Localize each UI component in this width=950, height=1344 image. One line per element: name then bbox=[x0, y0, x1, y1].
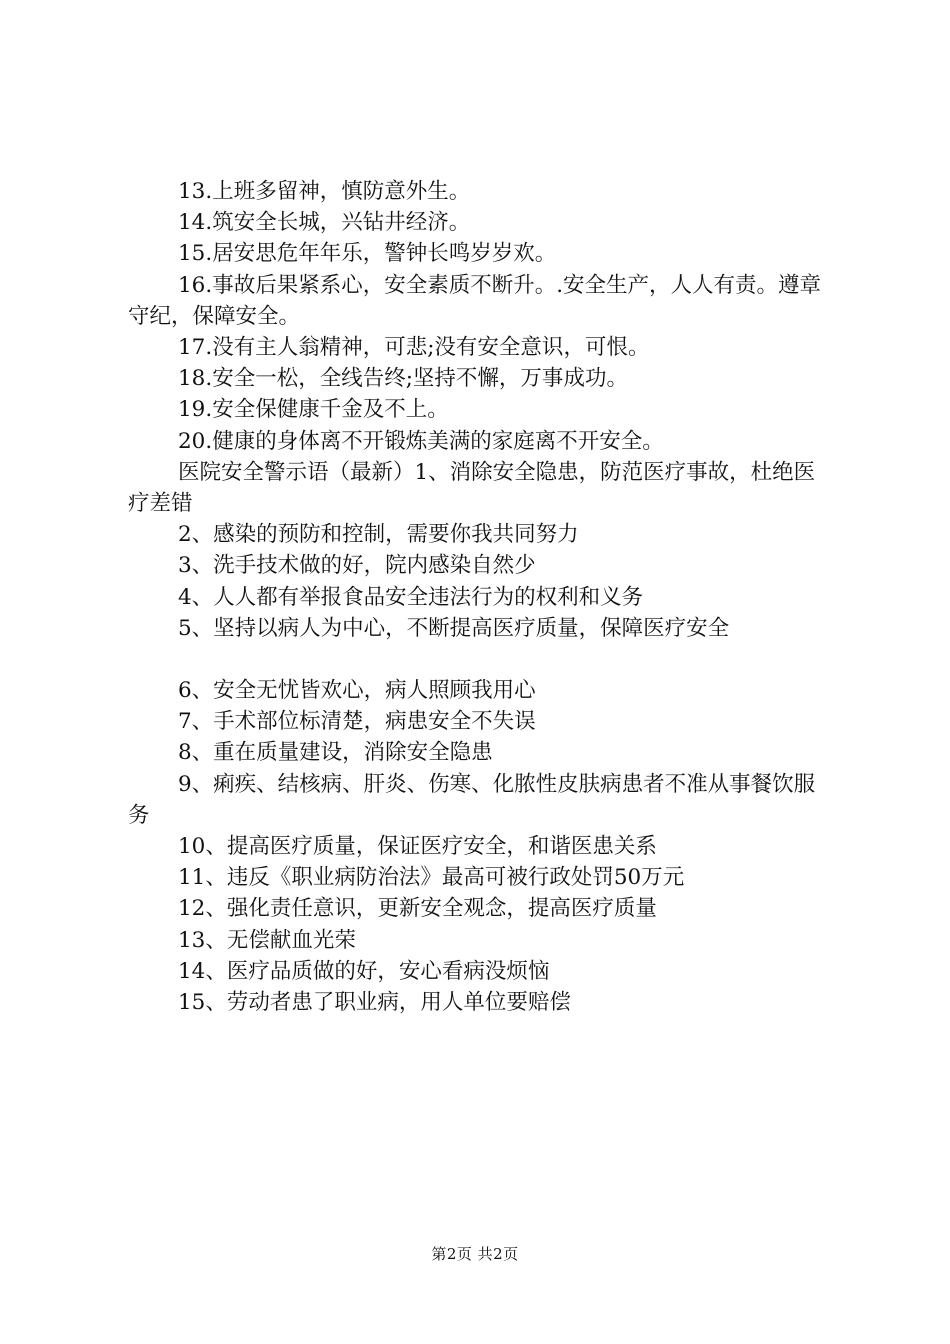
paragraph: 16.事故后果紧系心，安全素质不断升。.安全生产，人人有责。遵章守纪，保障安全。 bbox=[128, 272, 822, 329]
paragraph: 20.健康的身体离不开锻炼美满的家庭离不开安全。 bbox=[178, 428, 664, 454]
paragraph: 17.没有主人翁精神，可悲;没有安全意识，可恨。 bbox=[178, 335, 650, 361]
paragraph: 12、强化责任意识，更新安全观念，提高医疗质量 bbox=[178, 896, 657, 922]
paragraph: 4、人人都有举报食品安全违法行为的权利和义务 bbox=[178, 584, 644, 610]
paragraph: 6、安全无忧皆欢心，病人照顾我用心 bbox=[178, 678, 536, 704]
section-heading-paragraph: 医院安全警示语（最新）1、消除安全隐患，防范医疗事故，杜绝医疗差错 bbox=[128, 459, 816, 517]
paragraph: 10、提高医疗质量，保证医疗安全，和谐医患关系 bbox=[178, 834, 657, 860]
page-footer bbox=[0, 1244, 950, 1264]
paragraph: 14、医疗品质做的好，安心看病没烦恼 bbox=[178, 958, 550, 984]
paragraph: 13、无偿献血光荣 bbox=[178, 927, 356, 953]
paragraph: 15.居安思危年年乐，警钟长鸣岁岁欢。 bbox=[178, 241, 557, 267]
paragraph: 5、坚持以病人为中心，不断提高医疗质量，保障医疗安全 bbox=[178, 615, 730, 641]
paragraph: 3、洗手技术做的好，院内感染自然少 bbox=[178, 553, 536, 579]
paragraph: 19.安全保健康千金及不上。 bbox=[178, 397, 449, 423]
document-body bbox=[128, 176, 834, 1018]
paragraph: 2、感染的预防和控制，需要你我共同努力 bbox=[178, 522, 579, 548]
paragraph: 15、劳动者患了职业病，用人单位要赔偿 bbox=[178, 990, 571, 1016]
paragraph: 11、违反《职业病防治法》最高可被行政处罚50万元 bbox=[178, 865, 685, 891]
paragraph: 14.筑安全长城，兴钻井经济。 bbox=[178, 210, 471, 236]
paragraph: 8、重在质量建设，消除安全隐患 bbox=[178, 740, 493, 766]
page-number-label: 第2页 共2页 bbox=[431, 1245, 519, 1263]
paragraph: 7、手术部位标清楚，病患安全不失误 bbox=[178, 709, 536, 735]
paragraph: 9、痢疾、结核病、肝炎、伤寒、化脓性皮肤病患者不准从事餐饮服务 bbox=[128, 771, 816, 828]
paragraph: 13.上班多留神，慎防意外生。 bbox=[178, 179, 471, 204]
paragraph: 18.安全一松，全线告终;坚持不懈，万事成功。 bbox=[178, 366, 628, 392]
